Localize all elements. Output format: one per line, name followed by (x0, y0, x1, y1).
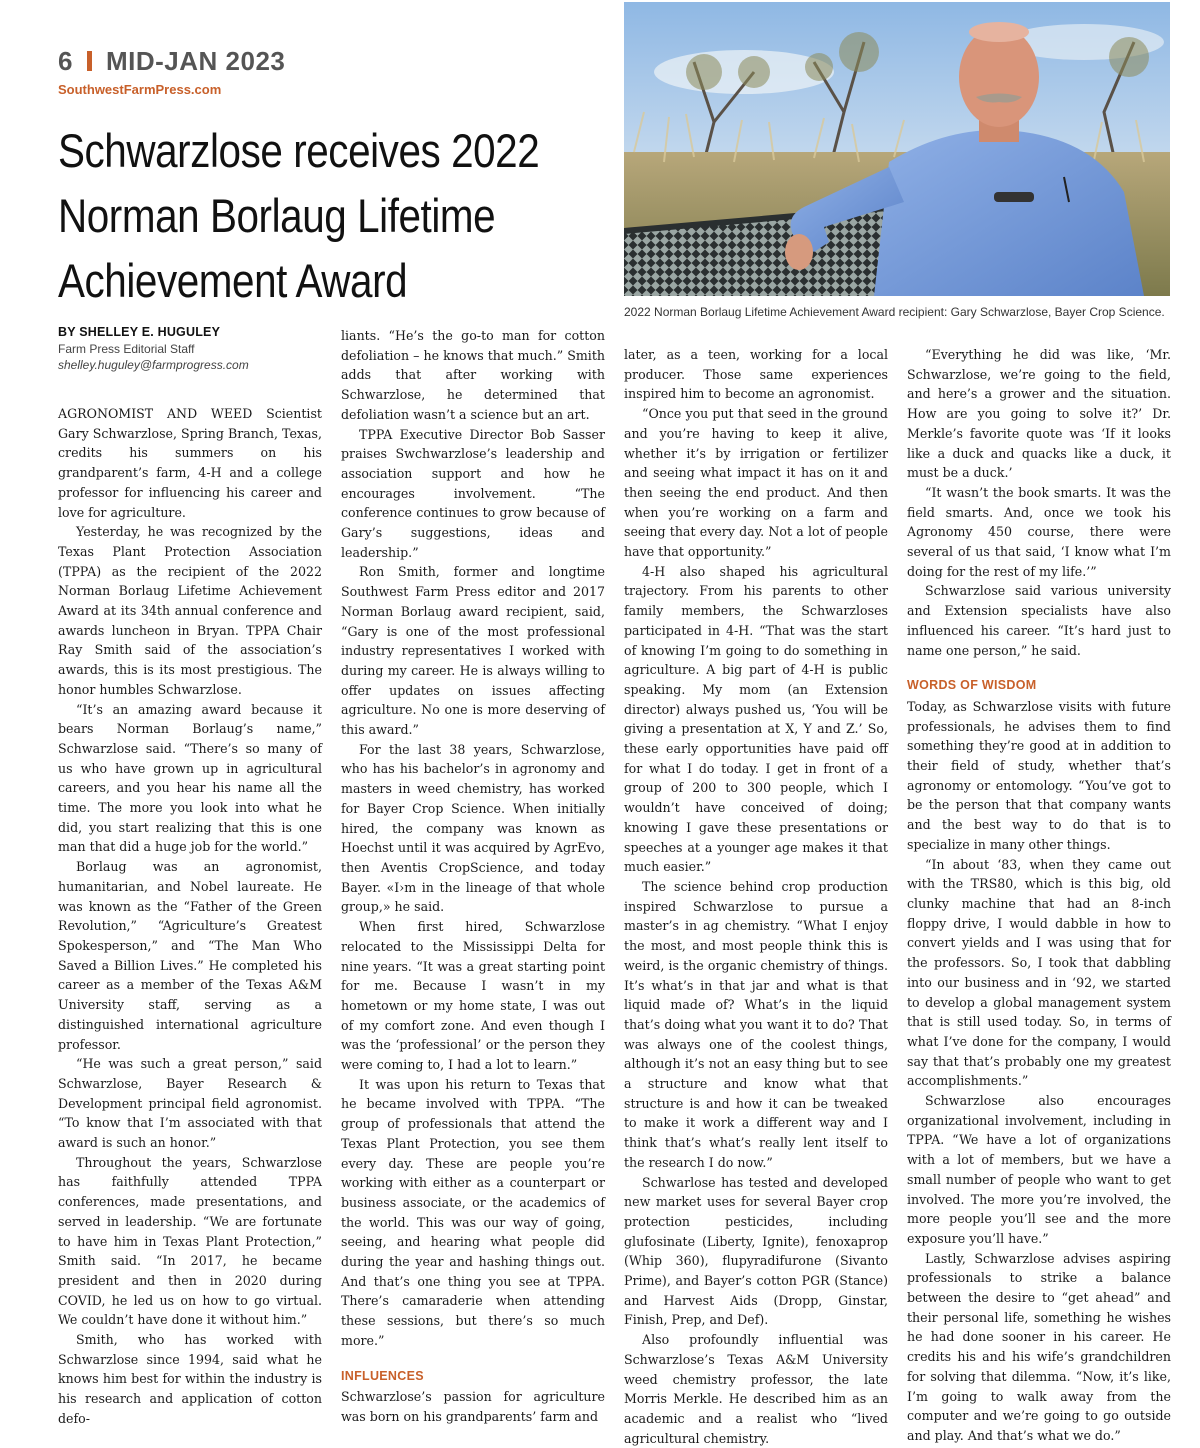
paragraph: “It wasn’t the book smarts. It was the field smarts. And, once we took his Agronomy 450 course, there were several of us that said, ‘I know what I’m doing for the rest of my life.’” (907, 484, 1171, 579)
article-photo (624, 2, 1170, 296)
paragraph: Throughout the years, Schwarzlose has faithfully attended TPPA conferences, made presentations, and served in leadership. “We are fortunate to have him in Texas Plant Protection,” Smith said. “In 2017, he became president and then in 2020 during COVID, he led us on how to go virtual. We couldn’t have done it without him.” (58, 1154, 322, 1328)
article-column-3 (624, 345, 888, 1448)
article-column-1 (58, 404, 322, 1429)
paragraph: Borlaug was an agronomist, humanitarian, and Nobel laureate. He was known as the “Father of the Green Revolution,” “Agriculture’s Greatest Spokesperson,” and “The Man Who Saved a Billion Lives.” He completed his career as a member of the Texas A&M University staff, serving as a distinguished international agriculture professor. (58, 859, 322, 1052)
paragraph: Schwarzlose’s passion for agriculture was born on his grandparents’ farm and (341, 1389, 605, 1424)
article-column-2 (341, 326, 605, 1427)
paragraph: 4-H also shaped his agricultural trajectory. From his parents to other family members, the Schwarzloses participated in 4-H. “That was the start of knowing I’m going to do something in agriculture. A big part of 4-H is public speaking. My mom (an Extension director) always pushed us, ‘You will be giving a presentation at X, Y and Z.’ So, these early opportunities have paid off for what I do today. I get in front of a group of 200 to 300 people, which I wouldn’t have conceived of doing; knowing I gave these presentations or speeches at a younger age makes it that much easier.” (624, 563, 888, 875)
author-email[interactable]: shelley.huguley@farmprogress.com (58, 358, 249, 372)
issue-date: MID-JAN 2023 (105, 46, 286, 76)
page-folio (58, 46, 285, 77)
paragraph: Schwarlose has tested and developed new market uses for several Bayer crop protection pesticides, including glufosinate (Liberty, Ignite), fenoxaprop (Whip 360), flupyradifurone (Sivanto Prime), and Bayer’s cotton PGR (Stance) and Harvest Aids (Dropp, Ginstar, Finish, Prep, and Def). (624, 1174, 888, 1328)
photo-caption: 2022 Norman Borlaug Lifetime Achievement Award recipient: Gary Schwarzlose, Bayer Crop Science. (624, 305, 1165, 319)
article-column-4 (907, 345, 1171, 1446)
subhead-words-of-wisdom: WORDS OF WISDOM (907, 678, 1037, 693)
paragraph: Ron Smith, former and longtime Southwest Farm Press editor and 2017 Norman Borlaug award recipient, said, “Gary is one of the most professional industry representatives I worked with during my career. He is always willing to offer updates on issues affecting agriculture. No one is more deserving of this award.” (341, 564, 605, 738)
paragraph: Smith, who has worked with Schwarzlose since 1994, said what he knows him best for within the industry is his research and application of cotton defo- (58, 1332, 322, 1426)
subhead-influences: INFLUENCES (341, 1368, 424, 1383)
paragraph: “In about ‘83, when they came out with the TRS80, which is this big, old clunky machine that had an 8-inch floppy drive, I would dabble in how to convert yields and I was using that for the professors. So, I took that dabbling into our business and in ‘92, we started to develop a global management system that is still used today. So, in terms of what I’ve done for the company, I would say that that’s probably one my greatest accomplishments.” (907, 856, 1171, 1089)
paragraph: “It’s an amazing award because it bears Norman Borlaug’s name,” Schwarzlose said. “There’s so many of us who have grown up in agricultural careers, and you hear his name all the time. The more you look into what he did, you start realizing that this is one man that did a huge job for the world.” (58, 701, 322, 855)
paragraph: “Once you put that seed in the ground and you’re having to keep it alive, whether it’s by irrigation or fertilizer and seeing what impact it has on it and then seeing the end product. And then when you’re working on a farm and seeing that every day. Not a lot of people have that opportunity.” (624, 406, 888, 560)
paragraph: AGRONOMIST AND WEED Scientist Gary Schwarzlose, Spring Branch, Texas, credits his summers on his grandparent’s farm, 4-H and a college professor for influencing his career and love for agriculture. (58, 406, 322, 520)
paragraph: TPPA Executive Director Bob Sasser praises Swchwarzlose’s leadership and association support and how he encourages involvement. “The conference continues to grow because of Gary’s suggestions, ideas and leadership.” (341, 426, 605, 560)
folio-divider (87, 51, 92, 71)
website-link[interactable]: SouthwestFarmPress.com (58, 82, 222, 97)
article-headline: Schwarzlose receives 2022 Norman Borlaug Lifetime Achievement Award (58, 124, 540, 307)
paragraph: “He was such a great person,” said Schwarzlose, Bayer Research & Development principal field agronomist. “To know that I’m associated with that award is such an honor.” (58, 1056, 322, 1151)
paragraph: Schwarzlose also encourages organizational involvement, including in TPPA. “We have a lot of organizations with a lot of members, but we have a small number of people who want to get involved. The more you’re involved, the more people you’ll see and the more exposure you’ll have.” (907, 1093, 1171, 1246)
author-name: BY SHELLEY E. HUGULEY (58, 325, 221, 339)
paragraph: Also profoundly influential was Schwarzlose’s Texas A&M University weed chemistry professor, the late Morris Merkle. He described him as an academic and a realist who “lived agricultural chemistry. (624, 1332, 888, 1446)
author-role: Farm Press Editorial Staff (58, 342, 195, 356)
paragraph: later, as a teen, working for a local producer. Those same experiences inspired him to become an agronomist. (624, 347, 888, 402)
paragraph: liants. “He’s the go-to man for cotton defoliation – he knows that much.” Smith adds that after working with Schwarzlose, he determined that defoliation wasn’t a science but an art. (341, 328, 605, 422)
page-number: 6 (58, 46, 73, 76)
paragraph: Schwarzlose said various university and Extension specialists have also influenced his career. “It’s hard just to name one person,” he said. (907, 583, 1171, 658)
paragraph: Lastly, Schwarzlose advises aspiring professionals to strike a balance between the desire to “get ahead” and their personal life, something he wishes he had done sooner in his career. He credits his and his wife’s grandchildren for solving that dilemma. “Now, it’s like, I’m going to walk away from the computer and we’re going to go outside and play. And that’s what we do.” (907, 1250, 1171, 1443)
byline (58, 325, 328, 372)
paragraph: For the last 38 years, Schwarzlose, who has his bachelor’s in agronomy and masters in weed chemistry, has worked for Bayer Crop Science. When initially hired, the company was known as Hoechst until it was acquired by AgrEvo, then Aventis CropScience, and today Bayer. «I›m in the lineage of that whole group,» he said. (341, 741, 605, 915)
paragraph: The science behind crop production inspired Schwarzlose to pursue a master’s in ag chemistry. “What I enjoy the most, and most people think this is weird, is the organic chemistry of things. It’s what’s in that jar and what is that liquid made of? What’s in the liquid that’s doing what you want it to do? That was always one of the coolest things, although it’s not an easy thing but to see a structure and know what that structure is and how it can be tweaked to make it work a different way and I think that’s what’s really lent itself to the research I do now.” (624, 878, 888, 1170)
paragraph: It was upon his return to Texas that he became involved with TPPA. “The group of professionals that attend the Texas Plant Protection, you see them every day. These are people you’re working with either as a counterpart or business associate, or the academics of the world. This was our way of going, seeing, and hearing what people did during the year and hashing things out. And that’s one thing you see at TPPA. There’s camaraderie when attending these sessions, but there’s so much more.” (341, 1076, 605, 1348)
paragraph: “Everything he did was like, ‘Mr. Schwarzlose, we’re going to the field, and here’s a grower and the situation. How are you going to solve it?’ Dr. Merkle’s favorite quote was ‘If it looks like a duck and quacks like a duck, it must be a duck.’ (907, 347, 1171, 481)
paragraph: Today, as Schwarzlose visits with future professionals, he advises them to find something they’re good at in addition to their field of study, whether that’s agronomy or entomology. “You’ve got to be the person that that company wants and the best way to do that is to specialize in many other things. (907, 698, 1171, 852)
paragraph: Yesterday, he was recognized by the Texas Plant Protection Association (TPPA) as the recipient of the 2022 Norman Borlaug Lifetime Achievement Award at its 34th annual conference and awards luncheon in Bryan. TPPA Chair Ray Smith said of the association’s awards, this is its most prestigious. The honor humbles Schwarzlose. (58, 524, 322, 697)
paragraph: When first hired, Schwarzlose relocated to the Mississippi Delta for nine years. “It was a great starting point for me. Because I wasn’t in my hometown or my home state, I was out of my comfort zone. And even though I was the ‘professional’ or the person they were coming to, I had a lot to learn.” (341, 919, 605, 1073)
